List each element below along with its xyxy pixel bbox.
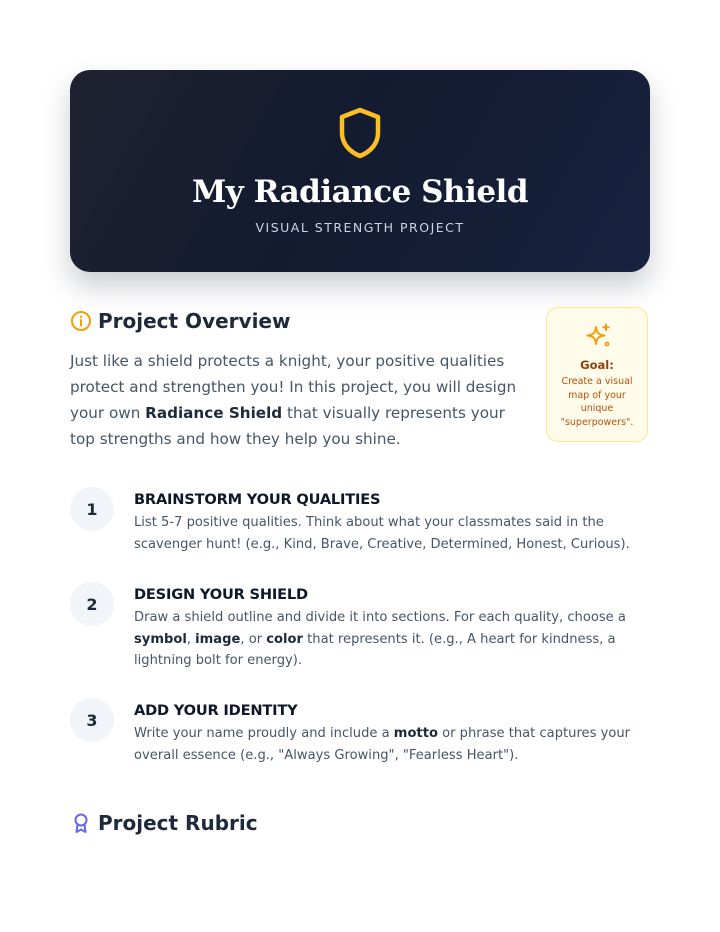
step-description [134, 723, 650, 766]
step-description [134, 607, 650, 672]
step-title: ADD YOUR IDENTITY [134, 702, 298, 719]
overview-text-start: Just like a shield protects a knight, your positive qualities protect and strengthen you! In this project, you will design your own [70, 352, 517, 422]
step-title: BRAINSTORM YOUR QUALITIES [134, 491, 381, 508]
rubric-title: Project Rubric [98, 811, 258, 835]
step-text: Draw a shield outline and divide it into sections. For each quality, choose a [134, 610, 626, 625]
goal-card [546, 307, 648, 442]
shield-icon [336, 106, 384, 160]
step-number: 2 [70, 582, 114, 626]
rubric-heading [70, 811, 258, 835]
step-number: 1 [70, 487, 114, 531]
step-description: List 5-7 positive qualities. Think about what your classmates said in the scavenger hunt! (e.g., Kind, Brave, Creative, Determined, Honest, Curious). [134, 515, 630, 552]
sparkles-icon [584, 322, 612, 350]
step-number: 3 [70, 698, 114, 742]
goal-label: Goal: [580, 358, 614, 372]
overview-title: Project Overview [98, 309, 291, 333]
step-text-bold: motto [393, 726, 438, 741]
award-icon [70, 812, 92, 834]
page-subtitle: VISUAL STRENGTH PROJECT [255, 220, 465, 235]
step-text: that represents it. (e.g., A heart for kindness, a lightning bolt for energy). [134, 631, 616, 668]
hero-banner [70, 70, 650, 272]
step-text: or phrase that captures your overall essence (e.g., "Always Growing", "Fearless Heart"). [134, 726, 631, 763]
step-text-bold: image [195, 631, 241, 647]
step-text: Write your name proudly and include a [134, 726, 394, 741]
step-text: , or [240, 631, 267, 647]
step-title: DESIGN YOUR SHIELD [134, 586, 308, 603]
info-icon [70, 310, 92, 332]
step-text: , [186, 631, 196, 647]
step-text-bold: color [266, 631, 303, 647]
overview-text-end: that visually represents your top strengths and how they help you shine. [70, 404, 505, 448]
overview-paragraph [70, 348, 532, 452]
page-title: My Radiance Shield [191, 174, 529, 210]
overview-text-bold: Radiance Shield [145, 404, 283, 422]
goal-text: Create a visual map of your unique "superpowers". [560, 376, 634, 428]
overview-heading [70, 309, 290, 333]
step-text-bold: symbol [134, 631, 187, 647]
